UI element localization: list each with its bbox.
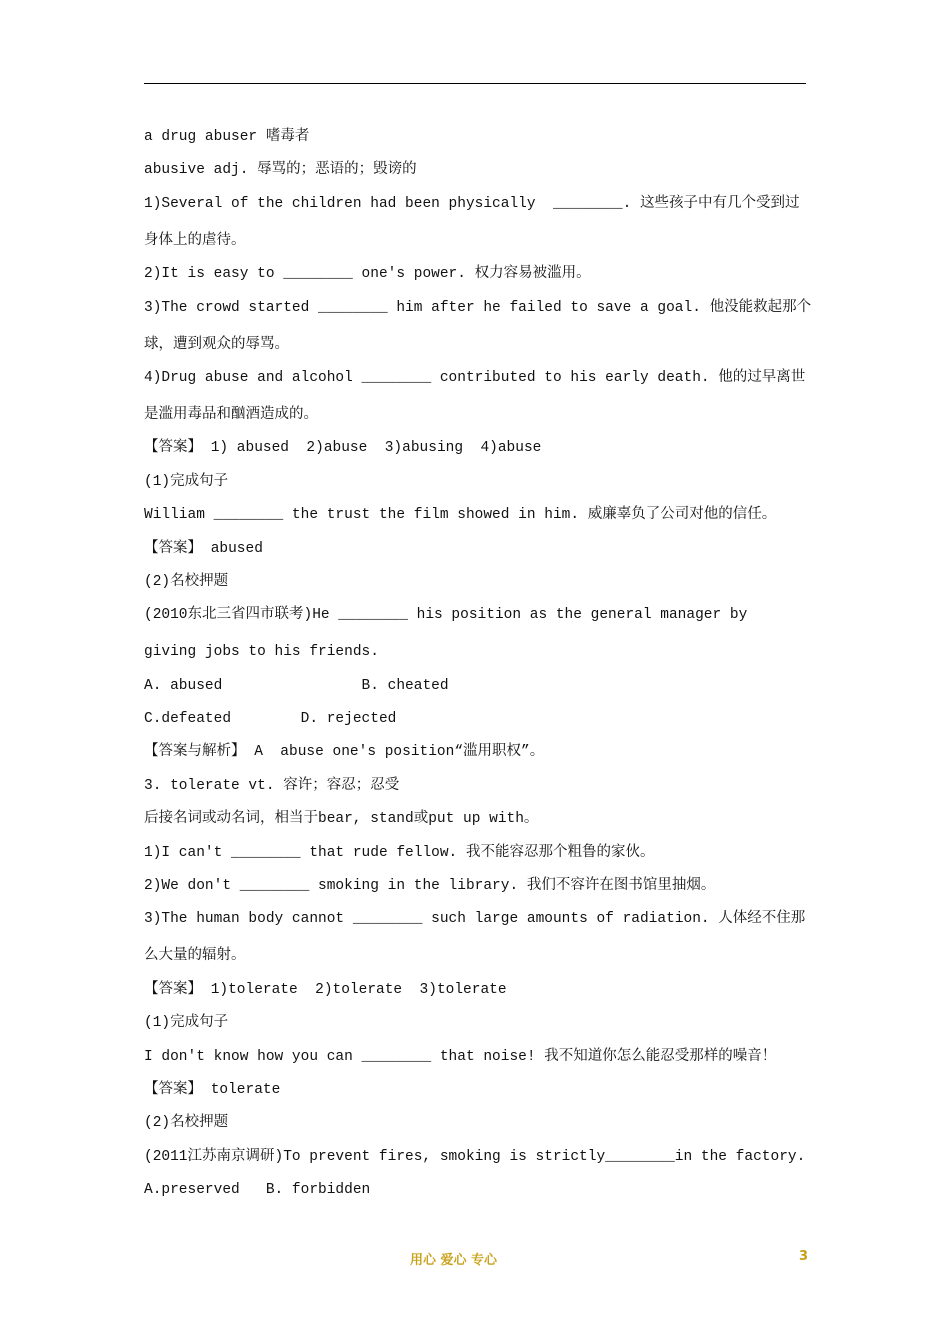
section-heading: (2)名校押题 [144, 573, 229, 590]
text-line: 球，遭到观众的辱骂。 [144, 336, 289, 353]
option-line: C.defeated D. rejected [144, 711, 397, 728]
section-heading: (1)完成句子 [144, 1015, 229, 1032]
answer-line: 【答案】 tolerate [144, 1081, 281, 1098]
answer-line: 【答案】 abused [144, 540, 263, 557]
text-line: 2)It is easy to ________ one's power. 权力容易被滥用。 [144, 266, 591, 283]
text-line: 3)The crowd started ________ him after he failed to save a goal. 他没能救起那个 [144, 299, 812, 316]
text-line: 后接名词或动名词，相当于bear, stand或put up with。 [144, 811, 539, 828]
text-line: 身体上的虐待。 [144, 232, 246, 249]
answer-line: 【答案与解析】 A abuse one's position“滥用职权”。 [144, 744, 545, 761]
text-line: 1)I can't ________ that rude fellow. 我不能容忍那个粗鲁的家伙。 [144, 844, 655, 861]
text-line: 4)Drug abuse and alcohol ________ contributed to his early death. 他的过早离世 [144, 369, 806, 386]
text-line: abusive adj. 辱骂的；恶语的；毁谤的 [144, 162, 417, 179]
footer-slogan: 用心 爱心 专心 [410, 1253, 498, 1268]
text-line: (2010东北三省四市联考)He ________ his position as the general manager by [144, 607, 748, 624]
text-line: giving jobs to his friends. [144, 644, 379, 661]
option-line: A. abused B. cheated [144, 677, 449, 694]
text-line: I don't know how you can ________ that noise! 我不知道你怎么能忍受那样的噪音！ [144, 1048, 777, 1065]
option-line: A.preserved B. forbidden [144, 1182, 371, 1199]
section-heading: (1)完成句子 [144, 473, 229, 490]
text-line: 3)The human body cannot ________ such large amounts of radiation. 人体经不住那 [144, 911, 806, 928]
document-body [144, 124, 812, 1211]
text-line: 么大量的辐射。 [144, 948, 246, 965]
answer-line: 【答案】 1) abused 2)abuse 3)abusing 4)abuse [144, 440, 542, 457]
text-line: a drug abuser 嗜毒者 [144, 129, 310, 145]
text-line: (2011江苏南京调研)To prevent fires, smoking is strictly________in the factory. [144, 1148, 806, 1165]
text-line: 是滥用毒品和酗酒造成的。 [144, 406, 318, 423]
answer-line: 【答案】 1)tolerate 2)tolerate 3)tolerate [144, 981, 507, 998]
vocab-heading: 3. tolerate vt. 容许；容忍；忍受 [144, 777, 400, 794]
header-rule [144, 83, 806, 84]
page-number: 3 [799, 1249, 809, 1264]
text-line: 1)Several of the children had been physically ________. 这些孩子中有几个受到过 [144, 195, 800, 212]
text-line: 2)We don't ________ smoking in the library. 我们不容许在图书馆里抽烟。 [144, 878, 716, 895]
page-footer [0, 1249, 950, 1269]
section-heading: (2)名校押题 [144, 1115, 229, 1132]
text-line: William ________ the trust the film showed in him. 威廉辜负了公司对他的信任。 [144, 507, 777, 524]
